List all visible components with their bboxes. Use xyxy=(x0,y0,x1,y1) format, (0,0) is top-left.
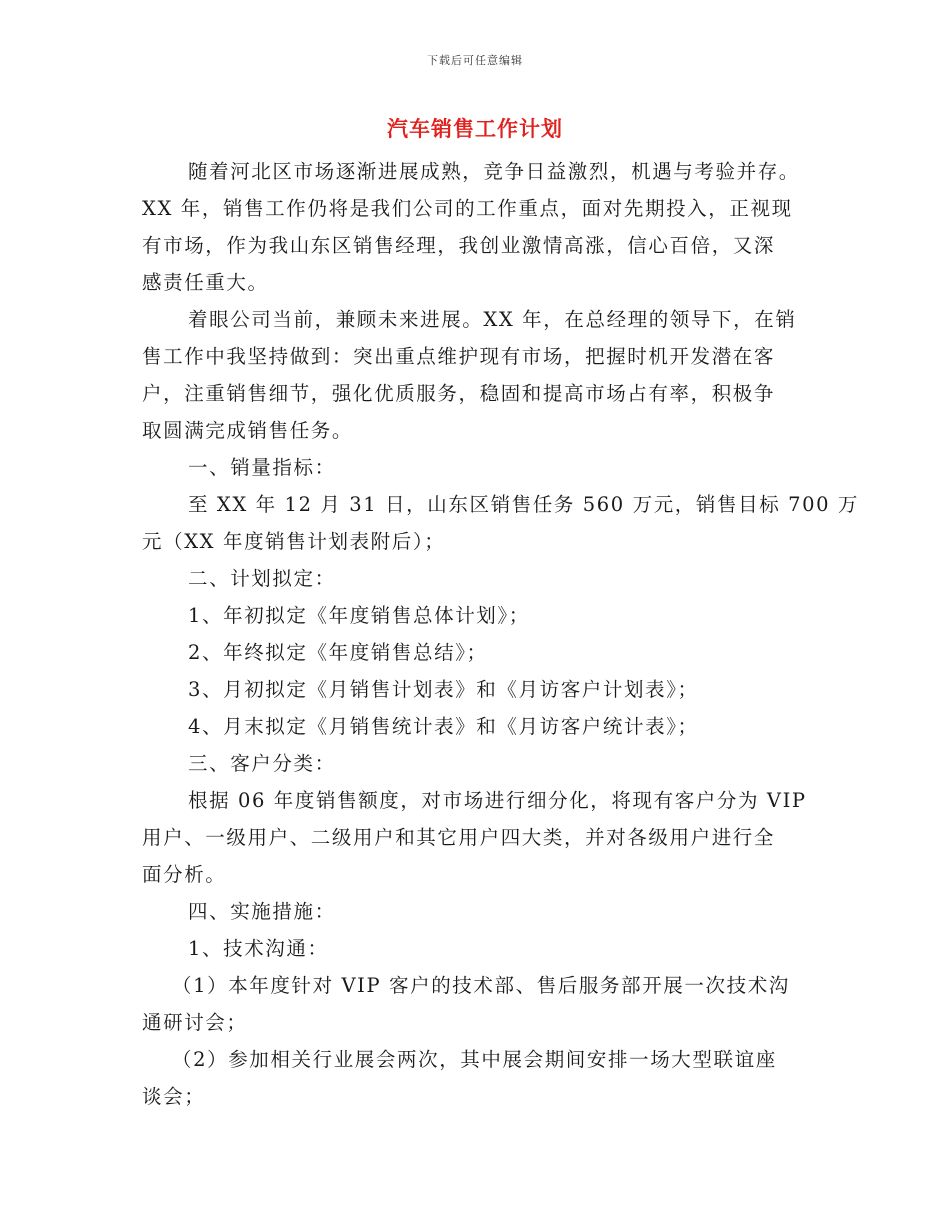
subsection-heading-text: 1、技术沟通： xyxy=(188,937,329,960)
paragraph-line: 感责任重大。 xyxy=(142,271,269,294)
paragraph-line: 着眼公司当前，兼顾未来进展。XX 年，在总经理的领导下，在销 xyxy=(188,308,797,331)
section-heading xyxy=(142,449,812,486)
paragraph-line: 元（XX 年度销售计划表附后）； xyxy=(142,530,446,553)
list-item-text: 2、年终拟定《年度销售总结》； xyxy=(188,641,488,664)
paragraph-line: 取圆满完成销售任务。 xyxy=(142,419,354,442)
section-heading-text: 四、实施措施： xyxy=(188,900,336,923)
paragraph-line: 随着河北区市场逐渐进展成熟，竞争日益激烈，机遇与考验并存。 xyxy=(188,160,800,183)
section-heading-text: 二、计划拟定： xyxy=(188,567,336,590)
paragraph-line: 谈会； xyxy=(142,1085,206,1108)
paragraph-line: 面分析。 xyxy=(142,863,227,886)
paragraph-line: 根据 06 年度销售额度，对市场进行细分化，将现有客户分为 VIP xyxy=(188,789,807,812)
paragraph-line: 至 XX 年 12 月 31 日，山东区销售任务 560 万元，销售目标 700 万 xyxy=(188,493,860,516)
paragraph-line: （2）参加相关行业展会两次，其中展会期间安排一场大型联谊座 xyxy=(172,1048,777,1071)
sub-list-item xyxy=(142,1041,812,1115)
list-item-text: 1、年初拟定《年度销售总体计划》； xyxy=(188,604,530,627)
section-heading xyxy=(142,745,812,782)
paragraph xyxy=(142,301,812,449)
paragraph-line: （1）本年度针对 VIP 客户的技术部、售后服务部开展一次技术沟 xyxy=(172,974,790,997)
sub-list-item xyxy=(142,967,812,1041)
paragraph-line: 用户、一级用户、二级用户和其它用户四大类，并对各级用户进行全 xyxy=(142,826,776,849)
list-item-text: 3、月初拟定《月销售计划表》和《月访客户计划表》； xyxy=(188,678,699,701)
list-item xyxy=(142,634,812,671)
list-item xyxy=(142,671,812,708)
paragraph-line: 有市场，作为我山东区销售经理，我创业激情高涨，信心百倍，又深 xyxy=(142,234,776,257)
paragraph-line: 通研讨会； xyxy=(142,1011,248,1034)
subsection-heading xyxy=(142,930,812,967)
paragraph xyxy=(142,153,812,301)
section-heading xyxy=(142,560,812,597)
section-heading-text: 三、客户分类： xyxy=(188,752,336,775)
paragraph xyxy=(142,486,860,560)
paragraph xyxy=(142,782,812,893)
section-heading xyxy=(142,893,812,930)
header-note: 下载后可任意编辑 xyxy=(427,54,523,67)
list-item-text: 4、月末拟定《月销售统计表》和《月访客户统计表》； xyxy=(188,715,699,738)
document-body xyxy=(142,153,860,1115)
paragraph-line: 售工作中我坚持做到：突出重点维护现有市场，把握时机开发潜在客 xyxy=(142,345,776,368)
paragraph-line: XX 年，销售工作仍将是我们公司的工作重点，面对先期投入，正视现 xyxy=(142,197,793,220)
section-heading-text: 一、销量指标： xyxy=(188,456,336,479)
paragraph-line: 户，注重销售细节，强化优质服务，稳固和提高市场占有率，积极争 xyxy=(142,382,776,405)
document-title: 汽车销售工作计划 xyxy=(387,116,563,141)
list-item xyxy=(142,708,812,745)
list-item xyxy=(142,597,812,634)
